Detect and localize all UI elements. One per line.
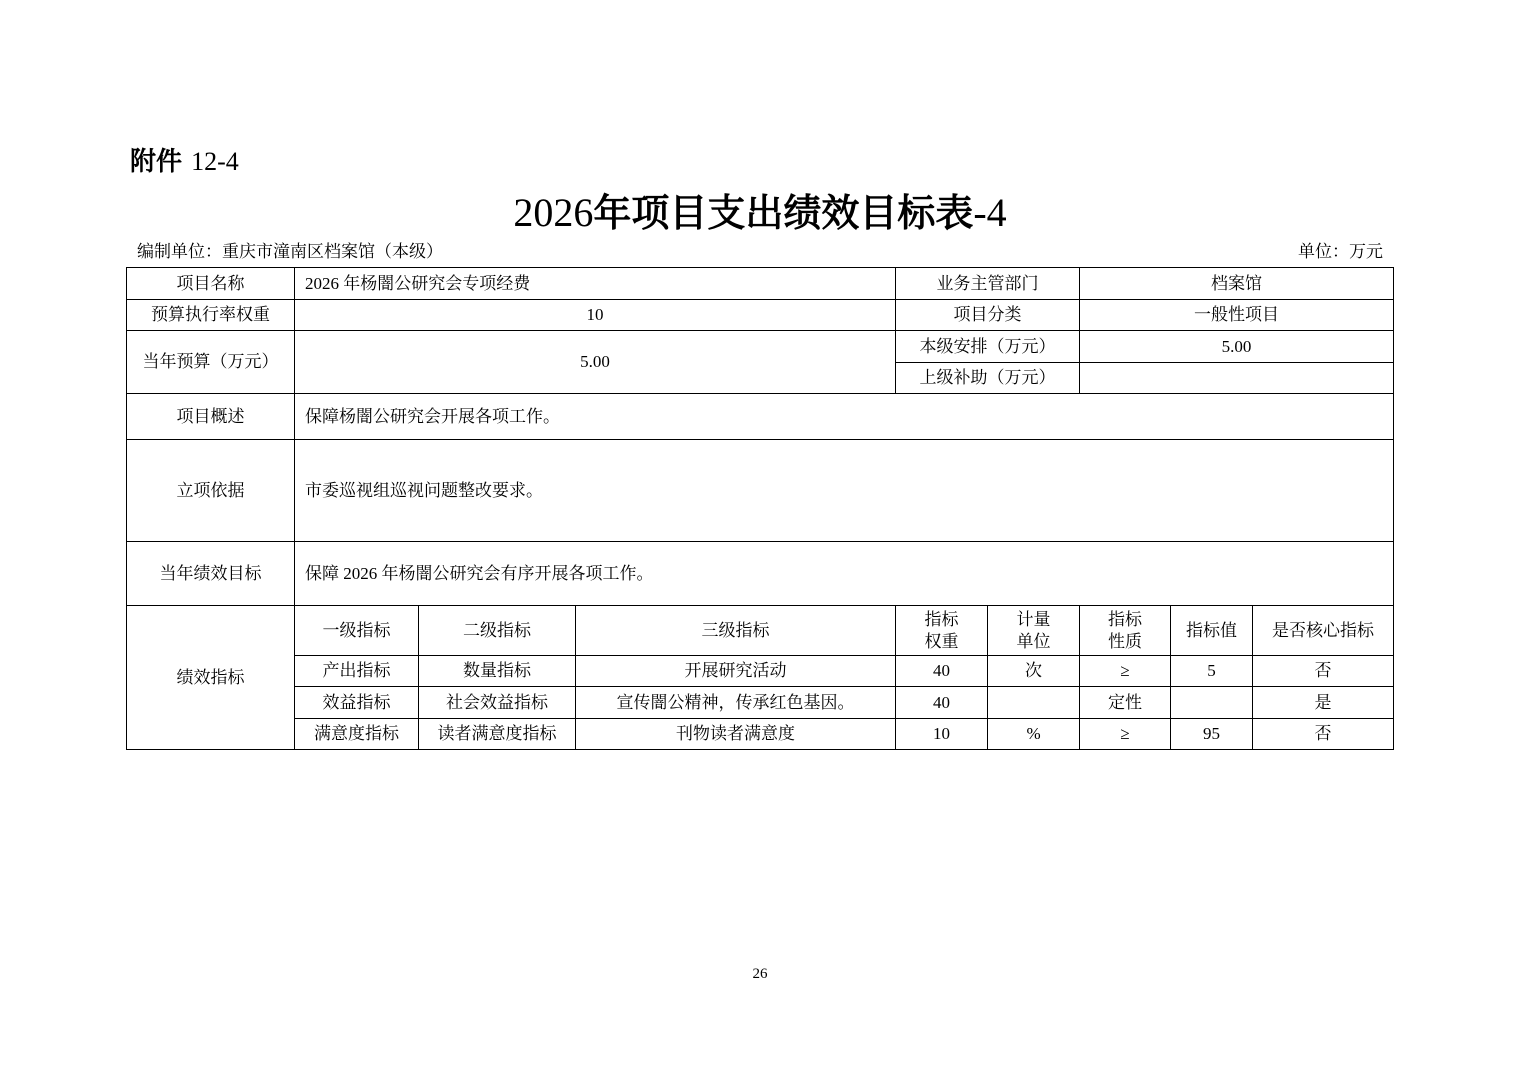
goal-label: 当年绩效目标 (127, 542, 295, 606)
header-weight-line2: 权重 (924, 631, 959, 651)
cell-unit: 次 (988, 656, 1080, 687)
cell-level2: 读者满意度指标 (419, 719, 576, 750)
title-main: 年项目支出绩效目标表 (593, 191, 974, 235)
indicator-label: 绩效指标 (127, 606, 295, 750)
row-budget (127, 331, 1394, 363)
header-unit-line2: 单位 (1016, 631, 1051, 651)
cell-level3: 宣传闇公精神，传承红色基因。 (576, 687, 896, 719)
header-level1: 一级指标 (295, 606, 419, 656)
table-row (127, 687, 1394, 719)
cell-core: 否 (1253, 719, 1394, 750)
row-project-name (127, 268, 1394, 300)
category-value: 一般性项目 (1080, 300, 1394, 331)
header-weight (896, 606, 988, 656)
cell-level1: 产出指标 (295, 656, 419, 687)
row-exec-weight (127, 300, 1394, 331)
cell-value: 95 (1171, 719, 1253, 750)
cell-weight: 40 (896, 656, 988, 687)
cell-level3: 开展研究活动 (576, 656, 896, 687)
exec-weight-value: 10 (295, 300, 896, 331)
header-level2: 二级指标 (419, 606, 576, 656)
basis-value: 市委巡视组巡视问题整改要求。 (295, 440, 1394, 542)
upper-label: 上级补助（万元） (896, 363, 1080, 394)
row-basis (127, 440, 1394, 542)
goal-value: 保障 2026 年杨闇公研究会有序开展各项工作。 (295, 542, 1394, 606)
upper-value (1080, 363, 1394, 394)
row-goal (127, 542, 1394, 606)
dept-value: 档案馆 (1080, 268, 1394, 300)
budget-value: 5.00 (295, 331, 896, 394)
attachment-prefix: 附件 (130, 147, 183, 177)
cell-level2: 数量指标 (419, 656, 576, 687)
currency-unit: 单位：万元 (1298, 242, 1383, 261)
cell-unit (988, 687, 1080, 719)
cell-weight: 10 (896, 719, 988, 750)
cell-core: 是 (1253, 687, 1394, 719)
project-name-value: 2026 年杨闇公研究会专项经费 (295, 268, 896, 300)
budget-label: 当年预算（万元） (127, 331, 295, 394)
table-row (127, 719, 1394, 750)
overview-label: 项目概述 (127, 394, 295, 440)
cell-level3: 刊物读者满意度 (576, 719, 896, 750)
cell-value (1171, 687, 1253, 719)
page-number: 26 (752, 966, 768, 982)
table-row (127, 656, 1394, 687)
header-value: 指标值 (1171, 606, 1253, 656)
header-nature-line2: 性质 (1108, 631, 1143, 651)
exec-weight-label: 预算执行率权重 (127, 300, 295, 331)
header-core: 是否核心指标 (1253, 606, 1394, 656)
cell-value: 5 (1171, 656, 1253, 687)
header-nature-line1: 指标 (1108, 609, 1143, 629)
category-label: 项目分类 (896, 300, 1080, 331)
project-name-label: 项目名称 (127, 268, 295, 300)
attachment-label (130, 146, 239, 178)
cell-weight: 40 (896, 687, 988, 719)
cell-level1: 效益指标 (295, 687, 419, 719)
cell-core: 否 (1253, 656, 1394, 687)
page-title (0, 190, 1520, 236)
header-unit-line1: 计量 (1016, 609, 1051, 629)
cell-level2: 社会效益指标 (419, 687, 576, 719)
performance-table (126, 267, 1394, 750)
org-unit: 编制单位：重庆市潼南区档案馆（本级） (137, 242, 443, 261)
indicator-header-row (127, 606, 1394, 656)
meta-row (137, 240, 1383, 264)
local-label: 本级安排（万元） (896, 331, 1080, 363)
header-level3: 三级指标 (576, 606, 896, 656)
local-value: 5.00 (1080, 331, 1394, 363)
cell-nature: ≥ (1080, 656, 1171, 687)
dept-label: 业务主管部门 (896, 268, 1080, 300)
basis-label: 立项依据 (127, 440, 295, 542)
title-year: 2026 (513, 190, 594, 235)
overview-value: 保障杨闇公研究会开展各项工作。 (295, 394, 1394, 440)
row-overview (127, 394, 1394, 440)
cell-level1: 满意度指标 (295, 719, 419, 750)
header-unit (988, 606, 1080, 656)
header-weight-line1: 指标 (924, 609, 959, 629)
cell-unit: % (988, 719, 1080, 750)
cell-nature: 定性 (1080, 687, 1171, 719)
cell-nature: ≥ (1080, 719, 1171, 750)
attachment-number: 12-4 (191, 147, 239, 176)
header-nature (1080, 606, 1171, 656)
title-suffix: -4 (973, 190, 1007, 235)
